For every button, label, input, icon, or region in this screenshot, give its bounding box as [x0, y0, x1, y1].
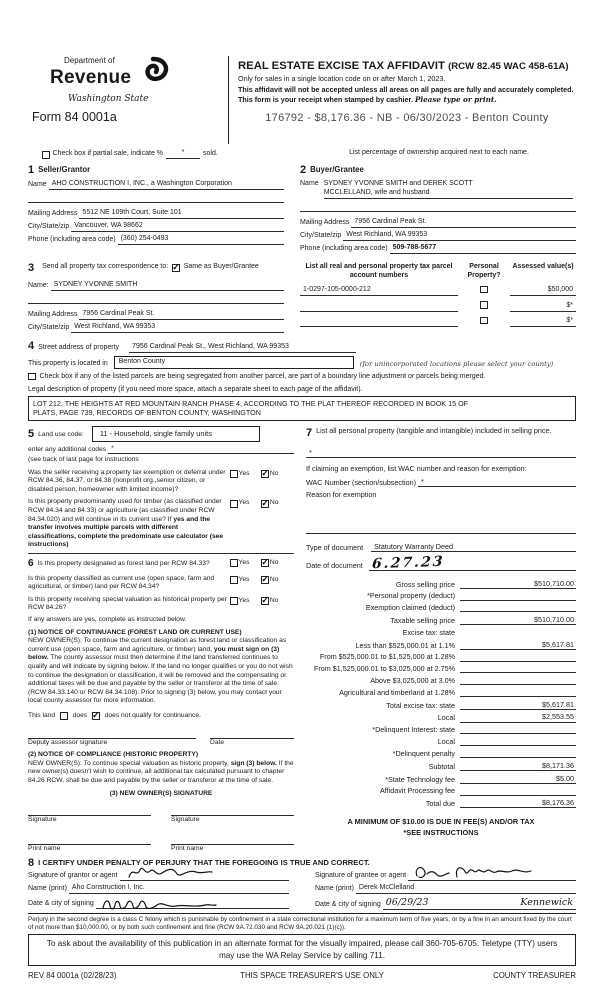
header-note-2: This affidavit will not be accepted unless all areas on all pages are fully and accurately completed.	[238, 84, 574, 94]
section-correspondence	[28, 261, 284, 333]
personal-property-list-field[interactable]: *	[306, 448, 576, 458]
section-1-number: 1	[28, 163, 35, 176]
correspondence-label: Send all property tax correspondence to:	[42, 263, 169, 271]
reason-exemption-label: Reason for exemption	[306, 489, 377, 499]
new-owner-signature-field-2[interactable]	[171, 807, 294, 816]
certify-statement: I CERTIFY UNDER PENALTY OF PERJURY THAT THE FOREGOING IS TRUE AND CORRECT.	[38, 858, 370, 868]
buyer-name-field[interactable]: SYDNEY YVONNE SMITH and DEREK SCOTT MCCLELLAND, wife and husband	[321, 180, 576, 199]
partial-sale-percent-field[interactable]: *	[166, 149, 200, 159]
new-owner-signature-heading: (3) NEW OWNER(S) SIGNATURE	[109, 790, 213, 798]
form-number: Form 84 0001a	[32, 110, 117, 125]
section-certify	[28, 856, 576, 910]
personal-property-label: List all personal property (tangible and intangible) included in selling price.	[316, 426, 552, 436]
seller-phone-field[interactable]: (360) 254-0493	[118, 235, 284, 245]
subtotal-field[interactable]: $8,171.36	[460, 761, 576, 771]
agency-state-label: Washington State	[68, 93, 149, 104]
buyer-city-label: City/State/zip	[300, 231, 342, 239]
seller-phone-label: Phone (including area code)	[28, 235, 116, 243]
revenue-logo-icon	[135, 56, 171, 92]
section-6-number: 6	[28, 557, 34, 569]
section-personal-property	[306, 426, 576, 440]
personal-property-deduct-field[interactable]	[460, 592, 576, 601]
current-use-no-checkbox[interactable]	[261, 576, 269, 584]
forest-yes-checkbox[interactable]	[230, 559, 238, 567]
grantor-name-field[interactable]: Aho Construction I, Inc.	[69, 884, 289, 894]
correspondence-city-label: City/State/zip	[28, 323, 70, 331]
timber-question: Is this property predominantly used for timber (as classified under RCW 84.34 and 84.33) or agriculture (as classified under RCW 84.34.020) and will continue in its current use? If yes and the transfer involves multiple parcels with different classifications, complete the predominate use calculator (see instructions)	[28, 498, 224, 549]
signature-label: Signature	[171, 815, 200, 823]
parcel-number-field[interactable]	[300, 318, 458, 327]
form-revision: REV 84 0001a (02/28/23)	[28, 970, 117, 980]
footer-row	[28, 971, 576, 981]
total-due-field[interactable]: $8,176.36	[460, 798, 576, 808]
street-address-field[interactable]: 7956 Cardinal Peak St., West Richland, WA 99353	[129, 343, 355, 353]
treasurer-use-label: THIS SPACE TREASURER'S USE ONLY	[240, 970, 384, 980]
delinquent-interest-local-field[interactable]	[460, 737, 576, 746]
seller-mailing-field[interactable]: 5512 NE 109th Court, Suite 101	[79, 209, 284, 219]
type-of-document-field[interactable]: Statutory Warranty Deed	[371, 542, 576, 552]
grantee-date-city-field[interactable]	[383, 897, 576, 910]
delinquent-interest-state-field[interactable]	[460, 725, 576, 734]
section-3-number: 3	[28, 261, 35, 274]
tier4-tax-field[interactable]	[460, 676, 576, 685]
forest-no-checkbox[interactable]	[261, 559, 269, 567]
grantee-name-field[interactable]: Derek McClelland	[356, 884, 576, 894]
exemption-claim-note: If claiming an exemption, list WAC number and reason for exemption:	[306, 464, 527, 474]
grantor-date-city-scribble	[99, 897, 219, 911]
form-header	[28, 56, 576, 144]
section-property	[28, 339, 576, 421]
segregated-note: Check box if any of the listed parcels are being segregated from another parcel, are part of a boundary line adjustment or parcels being merged.	[39, 372, 486, 380]
tier2-tax-field[interactable]	[460, 653, 576, 662]
date-of-document-label: Date of document	[306, 561, 363, 571]
parcel-row	[300, 317, 576, 327]
parcel-row	[300, 301, 576, 311]
deputy-date-label: Date	[210, 739, 225, 747]
grantor-date-city-field[interactable]	[96, 897, 289, 909]
county-treasurer-label: COUNTY TREASURER	[493, 970, 576, 980]
buyer-mailing-field[interactable]: 7956 Cardinal Peak St.	[351, 218, 576, 228]
parcel-number-field[interactable]: 1-0297-105-0000-212	[300, 286, 458, 296]
same-as-buyer-checkbox[interactable]	[172, 264, 180, 272]
grantee-signature-field[interactable]	[408, 872, 576, 881]
affidavit-processing-fee-field[interactable]	[460, 787, 576, 796]
header-note-1: Only for sales in a single location code on or after March 1, 2023.	[238, 74, 446, 84]
correspondence-mailing-label: Mailing Address	[28, 310, 78, 318]
wac-number-field[interactable]: *	[418, 477, 576, 487]
tier1-tax-field[interactable]: $5,617.81	[460, 640, 576, 650]
deputy-date-field[interactable]	[210, 730, 294, 739]
dept-of-label: Department of	[64, 56, 115, 65]
total-excise-state-field[interactable]: $5,617.81	[460, 700, 576, 710]
if-any-yes-note: If any answers are yes, complete as instructed below.	[28, 616, 187, 624]
tax-computation-table: Gross selling price $510,710.00 *Personal property (deduct) Exemption claimed (deduct) Taxable selling price $510,710.00 Excise tax: state Less than $525,000.01 at 1.1% $5,617.81 From $525,000.01 to $1,525,000 at 1.28% From $1,525,000.01 to $3,025,000 at 2.75% Above $3,025,000 at 3.0% Agricultural and timberland at 1.28% Total excise tax: state $5,617.81 Local $2,553.55 *Delinquent Interest: state Local *Delinquent penalty Subtotal $8,171.36 *State Technology fee $5.00 Affidavit Processing fee Total due $8,176.36	[313, 578, 574, 809]
notice-compliance-title: (2) NOTICE OF COMPLIANCE (HISTORIC PROPERTY)	[28, 750, 199, 758]
segregated-checkbox[interactable]	[28, 373, 36, 381]
parcel-row	[300, 286, 576, 296]
current-use-yes-checkbox[interactable]	[230, 576, 238, 584]
exemption-question: Was the seller receiving a property tax exemption or deferral under RCW 84.36, 84.37, or 84.38 (nonprofit org.,senior citizen, or disabled person, homeowner with limited income)?	[28, 468, 226, 493]
deputy-assessor-signature-field[interactable]	[28, 730, 196, 739]
grantor-signature-block	[28, 870, 289, 910]
grantee-signature-scribble	[411, 862, 541, 882]
state-technology-fee-field[interactable]: $5.00	[460, 774, 576, 784]
parcel-personal-checkbox[interactable]	[480, 301, 488, 309]
minimum-due-note: A MINIMUM OF $10.00 IS DUE IN FEE(S) AND/OR TAX *SEE INSTRUCTIONS	[347, 817, 535, 837]
exemption-claimed-field[interactable]	[460, 603, 576, 612]
timber-yes-checkbox[interactable]	[230, 500, 238, 508]
legal-description-label: Legal description of property (if you need more space, attach a separate sheet to each page of the affidavit).	[28, 385, 363, 393]
header-note-3: This form is your receipt when stamped by cashier. Please type or print.	[238, 94, 497, 104]
section-buyer	[300, 163, 576, 254]
historic-yes-checkbox[interactable]	[230, 597, 238, 605]
see-back-note: (see back of last page for instructions	[28, 456, 139, 464]
section-land-use	[28, 426, 294, 441]
total-excise-local-field[interactable]: $2,553.55	[460, 712, 576, 722]
print-name-label: Print name	[171, 845, 204, 853]
additional-codes-label: enter any additional codes	[28, 445, 107, 453]
historic-question: Is this property receiving special valuation as historical property per RCW 84.26?	[28, 595, 227, 612]
grantor-signature-field[interactable]	[120, 872, 289, 881]
accessibility-notice: To ask about the availability of this publication in an alternate format for the visually impaired, please call 360-705-6705. Teletype (TTY) users may use the WA Relay Service by calling 711.	[28, 934, 576, 966]
current-use-question-row: Is this property classified as current use (open space, farm and agricultural, or timber) land per RCW 84.34? Yes ✓ No	[28, 575, 294, 592]
wac-number-label: WAC Number (section/subsection)	[306, 477, 416, 487]
timber-question-row: Is this property predominantly used for timber (as classified under RCW 84.34 and 84.33) or agriculture (as classified under RCW 84.34.020) and will continue in its current use? If yes and the transfer involves multiple parcels with different classifications, complete the predominate use calculator (see instructions) Yes ✓ No	[28, 498, 294, 553]
grantor-name-label: Name (print)	[28, 885, 67, 893]
partial-sale-sold-label: sold.	[203, 150, 218, 157]
partial-sale-row	[28, 149, 576, 159]
seller-city-field[interactable]: Vancouver, WA 98662	[71, 222, 284, 232]
parcel-header-personal: Personal Property?	[467, 262, 501, 279]
land-does-not-checkbox[interactable]	[92, 712, 100, 720]
correspondence-city-field[interactable]: West Richland, WA 99353	[71, 323, 284, 333]
parcel-number-field[interactable]	[300, 303, 458, 312]
exemption-question-row: Was the seller receiving a property tax exemption or deferral under RCW 84.36, 84.37, or 84.38 (nonprofit org.,senior citizen, or disabled person, homeowner with limited income)? Yes ✓ No	[28, 469, 294, 495]
continuance-qualify-row: This land does ✓ does not qualify for continuance.	[28, 712, 294, 721]
section-seller	[28, 163, 284, 254]
header-divider	[228, 56, 229, 144]
located-in-label: This property is located in	[28, 359, 108, 367]
new-owner-printname-field-2[interactable]	[171, 836, 294, 845]
exemption-no-checkbox[interactable]	[261, 470, 269, 478]
date-of-document-field[interactable]	[369, 553, 576, 573]
buyer-title: Buyer/Grantee	[310, 164, 364, 174]
tier3-tax-field[interactable]	[460, 664, 576, 673]
ownership-note: List percentage of ownership acquired next to each name.	[349, 149, 529, 156]
grantee-signature-label: Signature of grantee or agent	[315, 872, 407, 880]
deputy-assessor-label: Deputy assessor signature	[28, 739, 108, 747]
seller-title: Seller/Grantor	[38, 164, 91, 174]
agricultural-tax-field[interactable]	[460, 688, 576, 697]
land-use-label: Land use code:	[38, 430, 84, 438]
grantee-signature-block	[315, 870, 576, 910]
buyer-name-label: Name	[300, 180, 319, 188]
grantor-signature-scribble	[123, 862, 215, 882]
notice-continuance-title: (1) NOTICE OF CONTINUANCE (FOREST LAND OR CURRENT USE)	[28, 628, 242, 636]
historic-no-checkbox[interactable]	[261, 597, 269, 605]
handwritten-document-date: 6.27.23	[371, 553, 445, 573]
taxable-selling-price-field[interactable]: $510,710.00	[460, 615, 576, 625]
correspondence-extra-line[interactable]	[28, 295, 284, 304]
forest-land-question: 6 Is this property designated as forest land per RCW 84.33?	[28, 557, 210, 569]
legal-description-field[interactable]: LOT 212, THE HEIGHTS AT RED MOUNTAIN RANCH PHASE 4, ACCORDING TO THE PLAT THEREOF RECORDED IN BOOK 15 OF PLATS, PAGE 739, RECORDS OF BENTON COUNTY, WASHINGTON	[28, 396, 576, 421]
grantee-date-city-label: Date & city of signing	[315, 901, 381, 909]
section-7-number: 7	[306, 427, 313, 440]
seller-city-label: City/State/zip	[28, 222, 70, 230]
seller-name-extra-line[interactable]	[28, 194, 284, 203]
parcel-header-assessed: Assessed value(s)	[512, 262, 574, 270]
new-owner-signature-field-1[interactable]	[28, 807, 151, 816]
parcel-personal-checkbox[interactable]	[480, 286, 488, 294]
correspondence-mailing-field[interactable]: 7956 Cardinal Peak St.	[79, 310, 284, 320]
parcel-assessed-field[interactable]: $*	[510, 317, 576, 327]
buyer-phone-label: Phone (including area code)	[300, 244, 388, 252]
parcel-assessed-field[interactable]: $*	[510, 302, 576, 312]
timber-no-checkbox[interactable]	[261, 500, 269, 508]
treasurer-receipt-stamp: 176792 - $8,176.36 - NB - 06/30/2023 - Benton County	[265, 112, 549, 125]
section-8-number: 8	[28, 857, 35, 870]
perjury-notice: Perjury in the second degree is a class C felony which is punishable by confinement in a state correctional institution for a maximum term of five years, or by a fine in an amount fixed by the court of not more than $10,000.00, or by both such confinement and fine (RCW 9A.72.030 and RCW 9A.20.021 (1)(c)).	[28, 913, 576, 932]
seller-mailing-label: Mailing Address	[28, 209, 78, 217]
handwritten-signing-city: Kennewick	[520, 897, 573, 909]
street-address-label: Street address of property	[38, 343, 120, 351]
gross-selling-price-field[interactable]: $510,710.00	[460, 579, 576, 589]
same-as-buyer-label: Same as Buyer/Grantee	[183, 263, 259, 271]
agency-name: Revenue	[50, 67, 132, 89]
grantor-date-city-label: Date & city of signing	[28, 900, 94, 908]
reason-exemption-field[interactable]	[306, 525, 576, 534]
land-does-checkbox[interactable]	[60, 712, 68, 720]
seller-name-field[interactable]: AHO CONSTRUCTION I, INC., a Washington Corporation	[49, 180, 284, 190]
parcel-header-numbers: List all real and personal property tax parcel account numbers	[305, 262, 453, 279]
buyer-mailing-label: Mailing Address	[300, 218, 350, 226]
seller-name-label: Name	[28, 181, 47, 189]
partial-sale-label: Check box if partial sale, indicate %	[52, 150, 163, 157]
buyer-city-field[interactable]: West Richland, WA 99353	[343, 231, 576, 241]
current-use-question: Is this property classified as current use (open space, farm and agricultural, or timber) land per RCW 84.34?	[28, 574, 215, 591]
section-2-number: 2	[300, 163, 307, 176]
form-title: REAL ESTATE EXCISE TAX AFFIDAVIT (RCW 82.45 WAC 458-61A)	[238, 60, 569, 72]
notice-continuance-body: NEW OWNER(S): To continue the current designation as forest land or classification as current use (open space, farm and agriculture, or timber) land, you must sign on (3) below. The county assessor must then determine if the land transferred continues to qualify and will indicate by signing below. If the land no longer qualifies or you do not wish to continue the designation or classification, it will be removed and the compensating or additional taxes will be due and payable by the seller or transferor at the time of sale. (RCW 84.33.140 or RCW 84.34.108). Prior to signing (3) below, you may contact your local county assessor for more information.	[28, 637, 293, 705]
new-owner-printname-field-1[interactable]	[28, 836, 151, 845]
section-4-number: 4	[28, 339, 35, 352]
parcel-table	[300, 261, 576, 333]
correspondence-name-field[interactable]: SYDNEY YVONNE SMITH	[51, 281, 284, 291]
additional-codes-field[interactable]: *	[108, 445, 294, 455]
parcel-personal-checkbox[interactable]	[480, 317, 488, 325]
parcel-assessed-field[interactable]: $50,000	[510, 286, 576, 296]
partial-sale-checkbox[interactable]	[42, 151, 50, 159]
form-title-rcw: (RCW 82.45 WAC 458-61A)	[448, 61, 569, 72]
excise-tax-state-row	[460, 628, 576, 637]
grantor-signature-label: Signature of grantor or agent	[28, 872, 118, 880]
located-in-note: (for unincorporated locations please select your county)	[359, 360, 554, 369]
land-use-code-field[interactable]: 11 - Household, single family units	[92, 426, 260, 441]
grantee-name-label: Name (print)	[315, 885, 354, 893]
historic-question-row: Is this property receiving special valuation as historical property per RCW 84.26? Yes ✓ No	[28, 596, 294, 613]
correspondence-name-label: Name:	[28, 281, 49, 289]
delinquent-penalty-field[interactable]	[460, 749, 576, 758]
notice-compliance-body: NEW OWNER(S): To continue special valuation as historic property, sign (3) below. If the new owner(s) doesn't wish to continue, all additional tax calculated pursuant to chapter 84.26 RCW, shall be due and payable by the seller or transferor at the time of sale.	[28, 759, 294, 784]
handwritten-signing-date: 06/29/23	[385, 897, 429, 909]
county-select[interactable]: Benton County	[114, 356, 354, 369]
buyer-phone-field[interactable]: 509-788-5677	[390, 244, 576, 254]
type-of-document-label: Type of document	[306, 543, 364, 553]
exemption-yes-checkbox[interactable]	[230, 470, 238, 478]
signature-label: Signature	[28, 815, 57, 823]
agency-block	[28, 56, 224, 144]
forest-land-question-row: 6 Is this property designated as forest land per RCW 84.33? Yes ✓ No	[28, 558, 294, 571]
print-name-label: Print name	[28, 845, 61, 853]
section-5-number: 5	[28, 427, 35, 440]
buyer-name-extra-line[interactable]	[300, 203, 576, 212]
